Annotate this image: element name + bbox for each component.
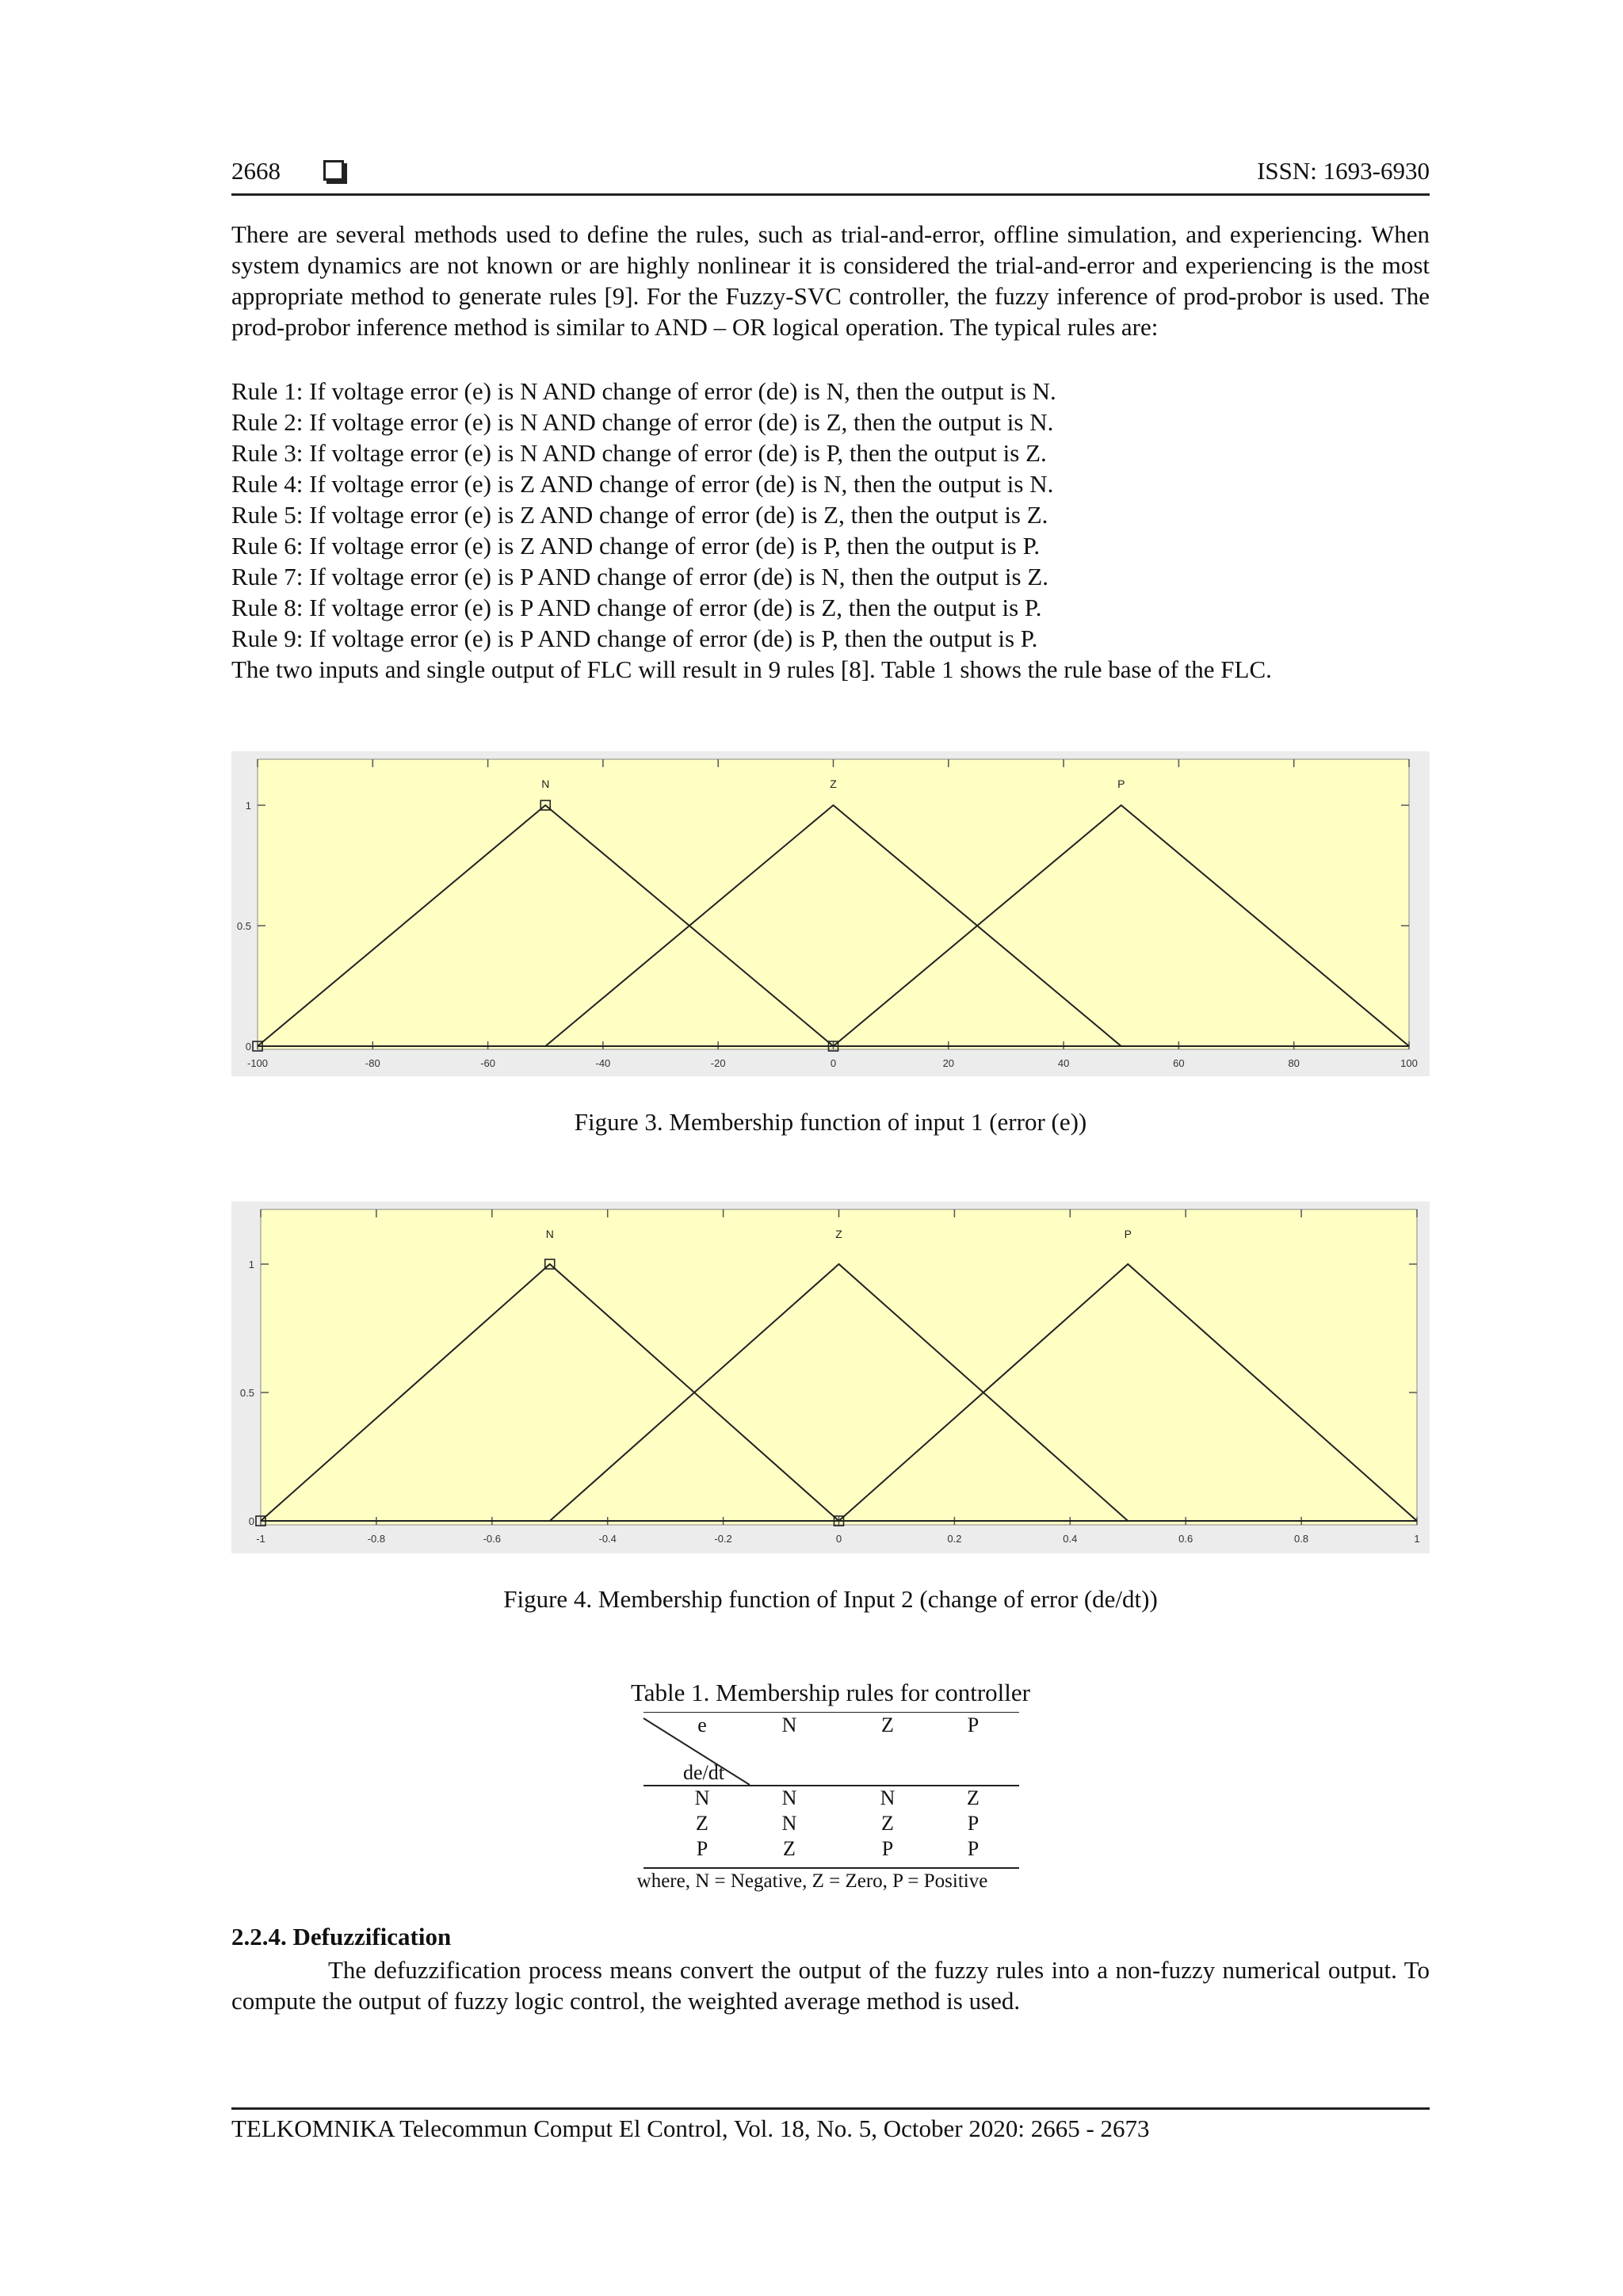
rule-item: Rule 6: If voltage error (e) is Z AND change of error (de) is P, then the output is P. (231, 532, 1041, 560)
table-1-title: Table 1. Membership rules for controller (630, 1679, 1030, 1706)
figure-4-caption: Figure 4. Membership function of Input 2 (change of error (de/dt)) (503, 1585, 1158, 1613)
membership-plot-change-of-error (231, 1201, 1430, 1553)
x-tick-label: -0.8 (367, 1533, 386, 1545)
x-tick-label: -100 (246, 1057, 269, 1069)
table-note: where, N = Negative, Z = Zero, P = Positive (636, 1870, 988, 1892)
x-tick-label: 40 (1057, 1057, 1070, 1069)
y-tick-label: 0 (245, 1041, 251, 1052)
series-label: Z (835, 1228, 842, 1240)
rule-item: Rule 9: If voltage error (e) is P AND change of error (de) is P, then the output is P. (231, 625, 1038, 652)
x-tick-label: 0.4 (1063, 1533, 1078, 1545)
rule-item: Rule 4: If voltage error (e) is Z AND change of error (de) is N, then the output is N. (231, 470, 1054, 498)
table-cell: P (967, 1837, 980, 1860)
rules-list (231, 376, 1430, 685)
figure-4-chart (231, 1201, 1430, 1553)
page-footer (231, 2107, 1430, 2143)
series-label: N (541, 777, 550, 790)
series-label: P (1124, 1228, 1132, 1240)
x-tick-label: -0.4 (598, 1533, 617, 1545)
figure-3-chart (231, 751, 1430, 1076)
series-label: Z (830, 777, 837, 790)
row-label: Z (696, 1812, 708, 1835)
series-label: P (1117, 777, 1125, 790)
rule-item: Rule 7: If voltage error (e) is P AND change of error (de) is N, then the output is Z. (231, 563, 1049, 590)
x-tick-label: 0 (835, 1533, 842, 1545)
x-tick-label: -0.2 (714, 1533, 732, 1545)
closing-sentence: The two inputs and single output of FLC will result in 9 rules [8]. Table 1 shows the rule base of the FLC. (231, 655, 1272, 683)
rule-item: Rule 8: If voltage error (e) is P AND change of error (de) is Z, then the output is P. (231, 594, 1042, 621)
rules-table (602, 1712, 1022, 1894)
y-tick-label: 1 (248, 1259, 254, 1270)
table-cell: Z (967, 1786, 980, 1809)
table-cell: P (967, 1812, 980, 1835)
x-tick-label: -40 (595, 1057, 611, 1069)
y-tick-label: 0.5 (239, 1387, 254, 1399)
rule-item: Rule 5: If voltage error (e) is Z AND change of error (de) is Z, then the output is Z. (231, 501, 1048, 529)
section-heading: 2.2.4. Defuzzification (231, 1923, 452, 1950)
corner-label-e: e (697, 1713, 707, 1736)
box-glyph-icon (323, 160, 344, 181)
intro-paragraph: There are several methods used to define the rules, such as trial-and-error, offline simulation, and experiencing. When system dynamics are not known or are highly nonlinear it is considered the trial-and-error and experiencing is the most appropriate method to generate rules [9]. For the Fuzzy-SVC controller, the fuzzy inference of prod-probor is used. The prod-probor inference method is similar to AND – OR logical operation. The typical rules are: (231, 220, 1430, 341)
section-paragraph: The defuzzification process means convert the output of the fuzzy rules into a non-fuzzy numerical output. To compute the output of fuzzy logic control, the weighted average method is used. (231, 1956, 1430, 2015)
x-tick-label: 20 (942, 1057, 955, 1069)
x-tick-label: -20 (710, 1057, 726, 1069)
rule-item: Rule 1: If voltage error (e) is N AND change of error (de) is N, then the output is N. (231, 377, 1056, 405)
rule-item: Rule 3: If voltage error (e) is N AND change of error (de) is P, then the output is Z. (231, 439, 1047, 467)
plot-area (258, 759, 1409, 1049)
x-tick-label: 100 (1400, 1057, 1418, 1069)
footer-citation: TELKOMNIKA Telecommun Comput El Control, Vol. 18, No. 5, October 2020: 2665 - 2673 (231, 2115, 1150, 2142)
x-tick-label: 0.8 (1294, 1533, 1309, 1545)
col-header: N (781, 1713, 797, 1736)
table-cell: Z (783, 1837, 796, 1860)
table-cell: N (781, 1786, 797, 1809)
x-tick-label: 0.6 (1178, 1533, 1193, 1545)
rule-item: Rule 2: If voltage error (e) is N AND change of error (de) is Z, then the output is N. (231, 408, 1054, 436)
x-tick-label: -1 (256, 1533, 265, 1545)
x-tick-label: -0.6 (483, 1533, 502, 1545)
table-cell: Z (881, 1812, 894, 1835)
col-header: Z (881, 1713, 894, 1736)
y-tick-label: 0.5 (236, 920, 251, 932)
y-tick-label: 1 (245, 800, 251, 812)
page-header (231, 152, 1430, 196)
table-cell: N (880, 1786, 896, 1809)
col-header: P (967, 1713, 980, 1736)
x-tick-label: 60 (1173, 1057, 1185, 1069)
row-label: N (694, 1786, 710, 1809)
x-tick-label: 0.2 (947, 1533, 962, 1545)
x-tick-label: 0 (830, 1057, 837, 1069)
corner-label-dedt: de/dt (683, 1761, 724, 1784)
y-tick-label: 0 (248, 1515, 254, 1527)
x-tick-label: 1 (1414, 1533, 1420, 1545)
x-tick-label: -60 (480, 1057, 495, 1069)
table-cell: N (781, 1812, 797, 1835)
issn-label: ISSN: 1693-6930 (1257, 157, 1430, 185)
page-number: 2668 (231, 157, 281, 185)
figure-3-caption: Figure 3. Membership function of input 1 (error (e)) (574, 1108, 1087, 1136)
membership-plot-error (231, 751, 1430, 1076)
series-label: N (545, 1228, 554, 1240)
table-cell: P (881, 1837, 894, 1860)
x-tick-label: -80 (365, 1057, 380, 1069)
row-label: P (696, 1837, 708, 1860)
x-tick-label: 80 (1288, 1057, 1300, 1069)
